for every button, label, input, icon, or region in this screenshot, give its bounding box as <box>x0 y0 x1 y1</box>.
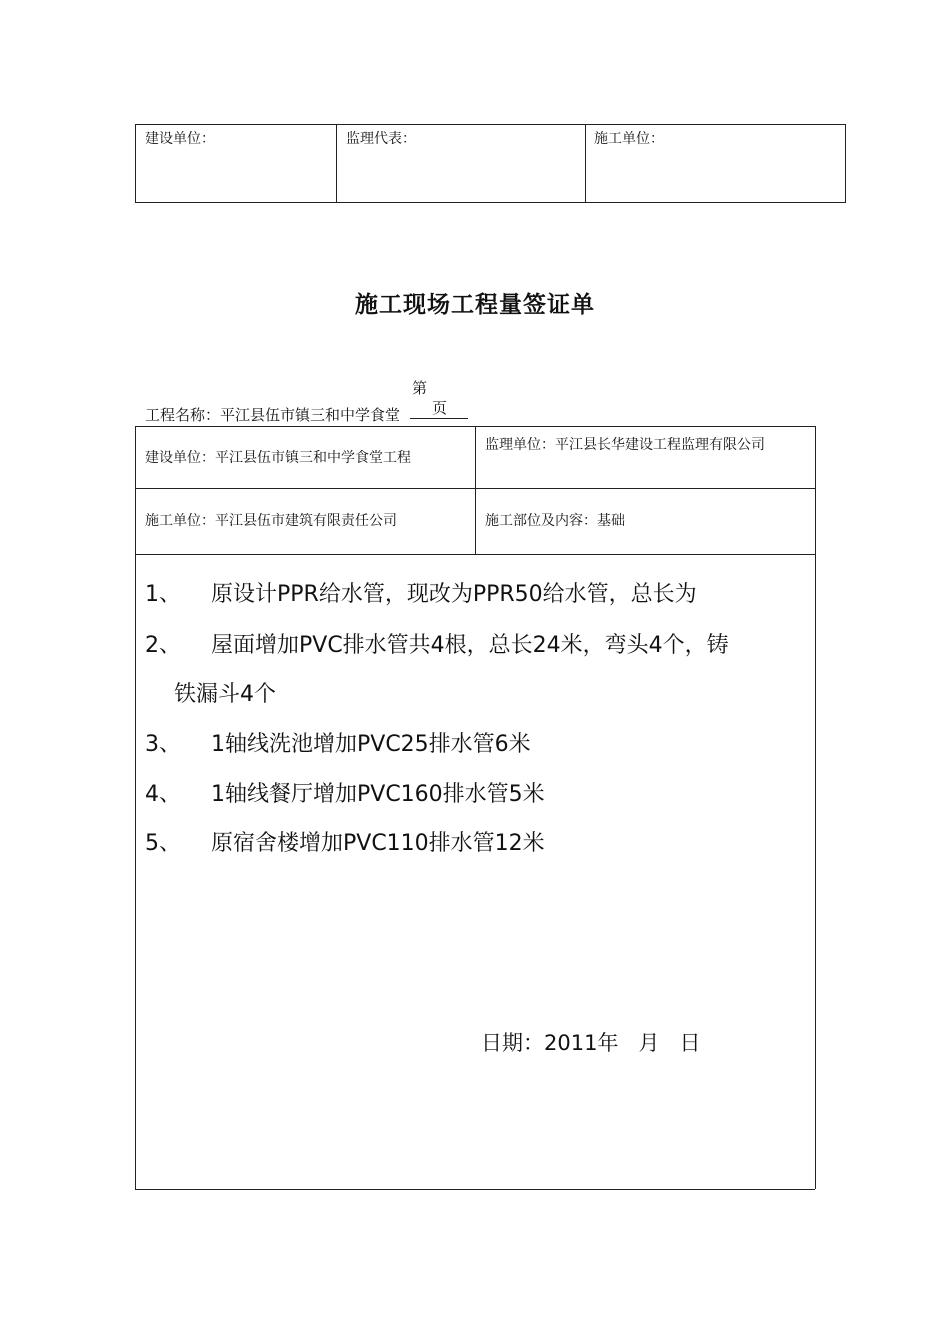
item-number: 5、 <box>145 831 181 856</box>
item-text: 原设计PPR给水管，现改为PPR50给水管，总长为 <box>211 582 697 607</box>
table-border <box>135 1189 815 1190</box>
supervision-unit-value: 监理单位：平江县长华建设工程监理有限公司 <box>485 437 765 453</box>
project-name: 工程名称：平江县伍市镇三和中学食堂 <box>145 406 401 424</box>
table-border <box>585 124 586 202</box>
construction-unit-value: 建设单位：平江县伍市镇三和中学食堂工程 <box>145 450 411 466</box>
item-text: 1轴线餐厅增加PVC160排水管5米 <box>211 782 545 807</box>
item-number: 2、 <box>145 633 181 658</box>
table-border <box>845 124 846 202</box>
item-text: 1轴线洗池增加PVC25排水管6米 <box>211 732 531 757</box>
item-text: 原宿舍楼增加PVC110排水管12米 <box>211 831 545 856</box>
table-border <box>135 124 846 125</box>
list-item <box>145 780 545 810</box>
contractor-unit-value: 施工单位：平江县伍市建筑有限责任公司 <box>145 513 397 529</box>
contractor-unit-label: 施工单位： <box>594 131 664 147</box>
table-border <box>135 124 136 202</box>
date-line: 日期：2011年 月 日 <box>481 1031 701 1055</box>
page-label-right: 页 <box>432 399 448 417</box>
item-number: 1、 <box>145 582 181 607</box>
table-border <box>336 124 337 202</box>
item-number: 3、 <box>145 732 181 757</box>
list-item <box>145 730 531 760</box>
list-item <box>145 829 545 859</box>
work-part-value: 施工部位及内容：基础 <box>485 513 625 529</box>
table-border <box>475 426 476 554</box>
supervisor-rep-label: 监理代表： <box>346 131 416 147</box>
page-number <box>410 378 468 419</box>
table-border <box>135 426 136 1189</box>
page-label-left: 第 <box>412 379 428 397</box>
list-item <box>145 580 697 610</box>
item-text-continuation: 铁漏斗4个 <box>174 682 276 707</box>
item-text: 屋面增加PVC排水管共4根，总长24米，弯头4个，铸 <box>211 633 729 658</box>
table-border <box>815 426 816 1189</box>
table-border <box>135 554 815 555</box>
item-number: 4、 <box>145 782 181 807</box>
construction-unit-label: 建设单位： <box>145 131 215 147</box>
page-title: 施工现场工程量签证单 <box>355 291 595 318</box>
list-item <box>145 631 729 661</box>
table-border <box>135 202 846 203</box>
